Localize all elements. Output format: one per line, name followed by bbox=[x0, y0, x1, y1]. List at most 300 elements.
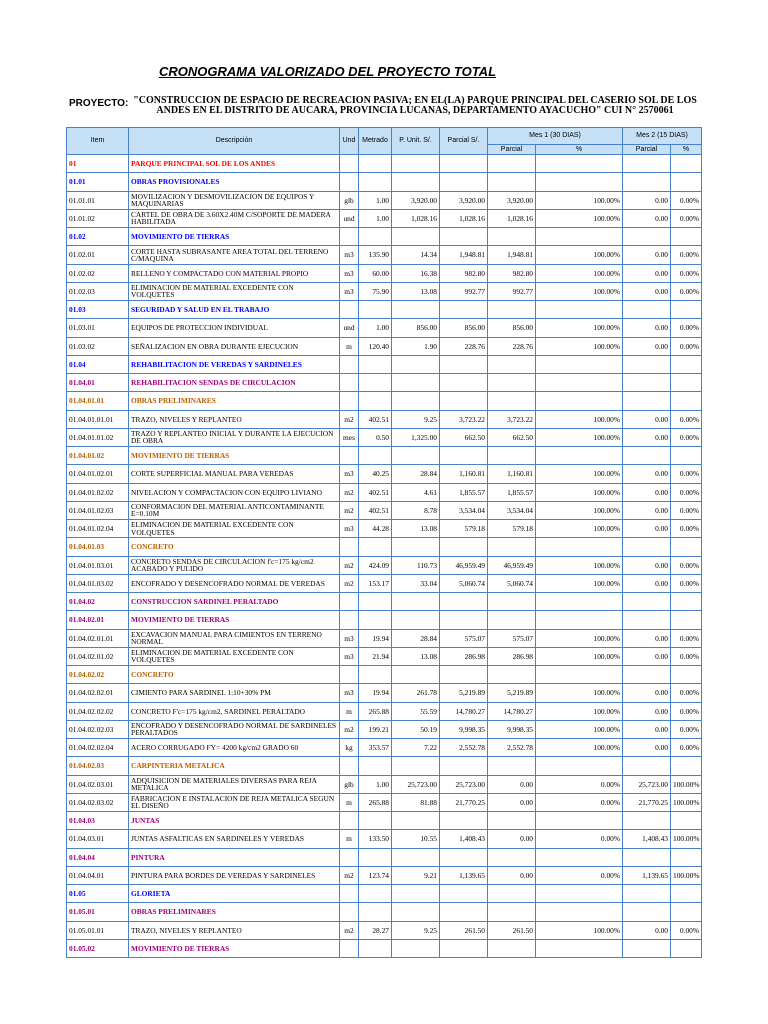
cell-month-2-parcial: 0.00 bbox=[623, 684, 671, 702]
table-row bbox=[67, 337, 702, 355]
cell-unit-price bbox=[392, 355, 440, 373]
cell-month-1-parcial: 0.00 bbox=[488, 775, 536, 793]
cell-metrado: 19.94 bbox=[359, 684, 392, 702]
cell-month-1-parcial bbox=[488, 228, 536, 246]
cell-month-2-parcial bbox=[623, 666, 671, 684]
cell-month-2-percent bbox=[671, 374, 702, 392]
cell-metrado: 353.57 bbox=[359, 739, 392, 757]
cell-month-1-parcial bbox=[488, 812, 536, 830]
table-row bbox=[67, 319, 702, 337]
cell-month-1-percent bbox=[536, 301, 623, 319]
cell-description: SEGURIDAD Y SALUD EN EL TRABAJO bbox=[129, 301, 340, 319]
cell-month-1-parcial bbox=[488, 666, 536, 684]
cell-metrado bbox=[359, 593, 392, 611]
section-row bbox=[67, 903, 702, 921]
cell-metrado: 153.17 bbox=[359, 574, 392, 592]
cell-month-1-parcial: 3,534.04 bbox=[488, 501, 536, 519]
cell-unit-price: 7.22 bbox=[392, 739, 440, 757]
cell-month-1-parcial: 0.00 bbox=[488, 830, 536, 848]
cell-month-1-percent: 100.00% bbox=[536, 246, 623, 264]
cell-item: 01.04.02.01.02 bbox=[67, 647, 129, 665]
cell-metrado: 40.25 bbox=[359, 465, 392, 483]
section-row bbox=[67, 374, 702, 392]
cell-month-1-parcial: 5,060.74 bbox=[488, 574, 536, 592]
table-row bbox=[67, 720, 702, 738]
section-row bbox=[67, 155, 702, 173]
cell-description: FABRICACION E INSTALACION DE REJA METALICA SEGUN EL DISEÑO bbox=[129, 793, 340, 811]
cell-month-1-parcial bbox=[488, 173, 536, 191]
cell-month-1-parcial: 856.00 bbox=[488, 319, 536, 337]
cell-unit-price: 9.25 bbox=[392, 410, 440, 428]
cell-item: 01.02.03 bbox=[67, 282, 129, 300]
cell-item: 01.04.01.01 bbox=[67, 392, 129, 410]
table-row bbox=[67, 501, 702, 519]
cell-unit-price: 13.08 bbox=[392, 647, 440, 665]
cell-unit: m bbox=[340, 702, 359, 720]
cell-description: TRAZO, NIVELES Y REPLANTEO bbox=[129, 921, 340, 939]
cell-metrado: 21.94 bbox=[359, 647, 392, 665]
cell-parcial: 992.77 bbox=[440, 282, 488, 300]
cell-description: CONCRETO bbox=[129, 538, 340, 556]
cell-month-2-percent bbox=[671, 447, 702, 465]
cell-unit-price: 110.73 bbox=[392, 556, 440, 574]
cell-month-1-percent: 100.00% bbox=[536, 337, 623, 355]
table-row bbox=[67, 428, 702, 446]
cell-unit: m2 bbox=[340, 483, 359, 501]
table-row bbox=[67, 483, 702, 501]
cell-month-2-parcial bbox=[623, 173, 671, 191]
cell-unit-price: 1.90 bbox=[392, 337, 440, 355]
table-row bbox=[67, 684, 702, 702]
cell-metrado: 402.51 bbox=[359, 410, 392, 428]
cell-parcial: 856.00 bbox=[440, 319, 488, 337]
cell-item: 01.04.04 bbox=[67, 848, 129, 866]
cell-month-1-percent: 100.00% bbox=[536, 720, 623, 738]
cell-metrado: 28.27 bbox=[359, 921, 392, 939]
cell-month-2-percent: 0.00% bbox=[671, 629, 702, 647]
cell-metrado bbox=[359, 355, 392, 373]
cell-metrado bbox=[359, 155, 392, 173]
table-row bbox=[67, 702, 702, 720]
cell-item: 01.04.03.01 bbox=[67, 830, 129, 848]
table-row bbox=[67, 264, 702, 282]
cell-unit bbox=[340, 538, 359, 556]
cell-month-2-parcial bbox=[623, 611, 671, 629]
cell-month-2-parcial: 0.00 bbox=[623, 246, 671, 264]
cell-unit: m bbox=[340, 337, 359, 355]
cell-month-1-percent bbox=[536, 228, 623, 246]
cell-unit: m2 bbox=[340, 720, 359, 738]
cell-unit bbox=[340, 903, 359, 921]
cell-metrado: 135.90 bbox=[359, 246, 392, 264]
cell-month-2-parcial: 0.00 bbox=[623, 739, 671, 757]
cell-description: TRAZO Y REPLANTEO INICIAL Y DURANTE LA EJECUCION DE OBRA bbox=[129, 428, 340, 446]
cell-month-2-percent: 0.00% bbox=[671, 574, 702, 592]
cell-month-1-percent: 100.00% bbox=[536, 410, 623, 428]
cell-unit: m bbox=[340, 830, 359, 848]
cell-parcial: 228.76 bbox=[440, 337, 488, 355]
cell-month-1-percent bbox=[536, 812, 623, 830]
cell-month-1-parcial: 0.00 bbox=[488, 866, 536, 884]
cell-description: TRAZO, NIVELES Y REPLANTEO bbox=[129, 410, 340, 428]
cell-month-1-parcial bbox=[488, 355, 536, 373]
table-row bbox=[67, 647, 702, 665]
cell-description: OBRAS PROVISIONALES bbox=[129, 173, 340, 191]
cell-parcial bbox=[440, 301, 488, 319]
cell-description: REHABILITACION SENDAS DE CIRCULACION bbox=[129, 374, 340, 392]
cell-month-2-percent bbox=[671, 666, 702, 684]
cell-unit-price: 14.34 bbox=[392, 246, 440, 264]
cell-month-1-percent bbox=[536, 392, 623, 410]
cell-unit-price: 13.08 bbox=[392, 282, 440, 300]
cell-month-1-percent: 100.00% bbox=[536, 702, 623, 720]
cell-month-2-percent bbox=[671, 848, 702, 866]
cell-parcial bbox=[440, 757, 488, 775]
cell-month-1-parcial: 261.50 bbox=[488, 921, 536, 939]
cell-item: 01.03.02 bbox=[67, 337, 129, 355]
cell-parcial: 3,534.04 bbox=[440, 501, 488, 519]
cell-month-1-percent: 100.00% bbox=[536, 647, 623, 665]
table-row bbox=[67, 629, 702, 647]
cell-description: EQUIPOS DE PROTECCION INDIVIDUAL bbox=[129, 319, 340, 337]
cell-month-2-percent bbox=[671, 903, 702, 921]
cell-item: 01.04.02.03.02 bbox=[67, 793, 129, 811]
cell-parcial bbox=[440, 939, 488, 957]
cell-unit: m3 bbox=[340, 282, 359, 300]
cell-unit: m bbox=[340, 793, 359, 811]
table-row bbox=[67, 921, 702, 939]
cell-item: 01.04.01.01.02 bbox=[67, 428, 129, 446]
cell-month-2-parcial bbox=[623, 374, 671, 392]
cell-month-2-percent: 0.00% bbox=[671, 337, 702, 355]
cell-metrado: 1.00 bbox=[359, 191, 392, 209]
cell-unit-price: 81.88 bbox=[392, 793, 440, 811]
col-header-metrado: Metrado bbox=[359, 128, 392, 155]
cell-description: JUNTAS ASFALTICAS EN SARDINELES Y VEREDAS bbox=[129, 830, 340, 848]
cell-description: CORTE SUPERFICIAL MANUAL PARA VEREDAS bbox=[129, 465, 340, 483]
section-row bbox=[67, 392, 702, 410]
cell-parcial: 9,998.35 bbox=[440, 720, 488, 738]
cell-unit-price: 55.59 bbox=[392, 702, 440, 720]
cell-month-1-percent: 100.00% bbox=[536, 428, 623, 446]
cell-month-2-parcial bbox=[623, 538, 671, 556]
cell-unit: m3 bbox=[340, 264, 359, 282]
cell-month-1-percent: 100.00% bbox=[536, 264, 623, 282]
cell-unit-price bbox=[392, 173, 440, 191]
cell-parcial: 1,028.16 bbox=[440, 209, 488, 227]
cell-month-2-parcial: 0.00 bbox=[623, 319, 671, 337]
cell-parcial: 2,552.78 bbox=[440, 739, 488, 757]
cell-month-1-parcial: 579.18 bbox=[488, 520, 536, 538]
cell-unit-price bbox=[392, 392, 440, 410]
cell-unit-price bbox=[392, 228, 440, 246]
cell-month-2-percent bbox=[671, 885, 702, 903]
cell-metrado: 0.50 bbox=[359, 428, 392, 446]
cell-month-1-parcial: 575.07 bbox=[488, 629, 536, 647]
section-row bbox=[67, 355, 702, 373]
cell-parcial bbox=[440, 374, 488, 392]
cell-month-2-percent bbox=[671, 939, 702, 957]
cell-parcial: 5,060.74 bbox=[440, 574, 488, 592]
cell-item: 01.04.02.02.02 bbox=[67, 702, 129, 720]
cell-unit-price bbox=[392, 666, 440, 684]
cell-month-2-percent: 0.00% bbox=[671, 921, 702, 939]
cell-item: 01.04.01.02 bbox=[67, 447, 129, 465]
cell-unit-price: 33.04 bbox=[392, 574, 440, 592]
cell-month-2-percent bbox=[671, 538, 702, 556]
cell-month-2-parcial: 0.00 bbox=[623, 465, 671, 483]
cell-month-1-parcial: 228.76 bbox=[488, 337, 536, 355]
cell-unit: m2 bbox=[340, 410, 359, 428]
section-row bbox=[67, 173, 702, 191]
cell-month-1-percent: 100.00% bbox=[536, 629, 623, 647]
cell-month-2-percent: 0.00% bbox=[671, 702, 702, 720]
cell-month-1-parcial: 3,920.00 bbox=[488, 191, 536, 209]
cell-unit bbox=[340, 611, 359, 629]
cell-item: 01.04.01.01.01 bbox=[67, 410, 129, 428]
cell-month-1-percent bbox=[536, 939, 623, 957]
cell-month-2-percent: 0.00% bbox=[671, 465, 702, 483]
cell-month-1-parcial bbox=[488, 301, 536, 319]
cell-description: OBRAS PRELIMINARES bbox=[129, 392, 340, 410]
cell-item: 01.04.02.02 bbox=[67, 666, 129, 684]
cell-month-2-parcial: 0.00 bbox=[623, 702, 671, 720]
cell-description: CONFORMACION DEL MATERIAL ANTICONTAMINANTE E=0.10M bbox=[129, 501, 340, 519]
cell-unit-price: 10.55 bbox=[392, 830, 440, 848]
cell-unit-price: 8.78 bbox=[392, 501, 440, 519]
cell-month-2-parcial bbox=[623, 228, 671, 246]
cell-item: 01.05 bbox=[67, 885, 129, 903]
cell-month-2-percent: 0.00% bbox=[671, 684, 702, 702]
cell-unit bbox=[340, 355, 359, 373]
cell-metrado: 265.88 bbox=[359, 702, 392, 720]
cell-month-1-parcial: 1,160.81 bbox=[488, 465, 536, 483]
cell-parcial bbox=[440, 155, 488, 173]
table-row bbox=[67, 556, 702, 574]
cell-item: 01.01 bbox=[67, 173, 129, 191]
cell-parcial bbox=[440, 538, 488, 556]
cell-month-2-percent bbox=[671, 593, 702, 611]
cell-month-1-parcial: 2,552.78 bbox=[488, 739, 536, 757]
cell-unit-price: 50.19 bbox=[392, 720, 440, 738]
cell-metrado: 44.28 bbox=[359, 520, 392, 538]
cell-parcial bbox=[440, 447, 488, 465]
cell-description: ENCOFRADO Y DESENCOFRADO NORMAL DE VEREDAS bbox=[129, 574, 340, 592]
cell-unit bbox=[340, 173, 359, 191]
cell-unit bbox=[340, 301, 359, 319]
cell-unit bbox=[340, 155, 359, 173]
cell-description: MOVIMIENTO DE TIERRAS bbox=[129, 447, 340, 465]
cell-metrado: 402.51 bbox=[359, 483, 392, 501]
cell-unit-price: 1,028.16 bbox=[392, 209, 440, 227]
cell-parcial: 1,855.57 bbox=[440, 483, 488, 501]
cell-month-1-parcial: 1,855.57 bbox=[488, 483, 536, 501]
cell-description: PINTURA bbox=[129, 848, 340, 866]
cell-month-1-percent: 100.00% bbox=[536, 465, 623, 483]
cell-parcial: 1,408.43 bbox=[440, 830, 488, 848]
cell-month-2-percent: 0.00% bbox=[671, 264, 702, 282]
section-row bbox=[67, 538, 702, 556]
cell-month-2-percent bbox=[671, 155, 702, 173]
cell-unit-price bbox=[392, 903, 440, 921]
cell-month-1-percent: 0.00% bbox=[536, 793, 623, 811]
cell-month-1-parcial: 992.77 bbox=[488, 282, 536, 300]
cell-unit: m2 bbox=[340, 866, 359, 884]
table-row bbox=[67, 574, 702, 592]
table-row bbox=[67, 209, 702, 227]
cell-month-2-percent: 0.00% bbox=[671, 739, 702, 757]
cell-month-2-parcial: 0.00 bbox=[623, 337, 671, 355]
cell-month-1-percent bbox=[536, 903, 623, 921]
cell-unit bbox=[340, 392, 359, 410]
cell-metrado: 199.21 bbox=[359, 720, 392, 738]
cell-month-1-percent bbox=[536, 374, 623, 392]
section-row bbox=[67, 301, 702, 319]
cell-unit-price: 261.78 bbox=[392, 684, 440, 702]
cell-metrado bbox=[359, 848, 392, 866]
cell-month-1-parcial bbox=[488, 392, 536, 410]
cell-month-1-parcial: 9,998.35 bbox=[488, 720, 536, 738]
cell-unit bbox=[340, 374, 359, 392]
cell-month-2-parcial: 21,770.25 bbox=[623, 793, 671, 811]
cell-metrado bbox=[359, 757, 392, 775]
cell-month-2-percent: 0.00% bbox=[671, 556, 702, 574]
cell-item: 01.04.02.01 bbox=[67, 611, 129, 629]
cell-month-1-parcial bbox=[488, 885, 536, 903]
cell-month-2-parcial bbox=[623, 812, 671, 830]
cell-unit-price bbox=[392, 447, 440, 465]
cell-month-2-percent: 100.00% bbox=[671, 866, 702, 884]
cell-parcial bbox=[440, 848, 488, 866]
cell-month-2-percent: 0.00% bbox=[671, 191, 702, 209]
cell-unit-price bbox=[392, 301, 440, 319]
cell-month-1-parcial bbox=[488, 593, 536, 611]
cell-month-1-percent: 100.00% bbox=[536, 574, 623, 592]
cell-metrado: 123.74 bbox=[359, 866, 392, 884]
cell-month-2-parcial: 0.00 bbox=[623, 483, 671, 501]
cell-month-1-parcial: 286.98 bbox=[488, 647, 536, 665]
cell-month-1-parcial bbox=[488, 538, 536, 556]
cell-unit: m2 bbox=[340, 501, 359, 519]
cell-description: EXCAVACION MANUAL PARA CIMIENTOS EN TERRENO NORMAL bbox=[129, 629, 340, 647]
cell-description: CIMIENTO PARA SARDINEL 1:10+30% PM bbox=[129, 684, 340, 702]
cell-unit-price: 16.38 bbox=[392, 264, 440, 282]
cell-description: CONCRETO bbox=[129, 666, 340, 684]
cell-month-2-percent: 0.00% bbox=[671, 209, 702, 227]
cell-month-2-percent bbox=[671, 355, 702, 373]
cell-unit-price bbox=[392, 757, 440, 775]
cell-month-1-percent: 0.00% bbox=[536, 830, 623, 848]
cell-metrado: 424.09 bbox=[359, 556, 392, 574]
cell-item: 01.04.01.02.02 bbox=[67, 483, 129, 501]
cell-month-1-percent bbox=[536, 848, 623, 866]
cell-month-1-percent bbox=[536, 447, 623, 465]
cell-item: 01.04.01.02.03 bbox=[67, 501, 129, 519]
cell-month-1-parcial: 1,028.16 bbox=[488, 209, 536, 227]
cell-month-2-percent bbox=[671, 757, 702, 775]
cell-parcial bbox=[440, 392, 488, 410]
cell-description: OBRAS PRELIMINARES bbox=[129, 903, 340, 921]
cell-description: RELLENO Y COMPACTADO CON MATERIAL PROPIO bbox=[129, 264, 340, 282]
cell-month-2-percent: 0.00% bbox=[671, 428, 702, 446]
cell-month-1-parcial: 0.00 bbox=[488, 793, 536, 811]
cell-month-2-parcial bbox=[623, 939, 671, 957]
table-row bbox=[67, 520, 702, 538]
table-row bbox=[67, 465, 702, 483]
cell-parcial: 1,139.65 bbox=[440, 866, 488, 884]
cell-unit: und bbox=[340, 209, 359, 227]
cell-month-2-percent: 0.00% bbox=[671, 319, 702, 337]
cell-parcial: 261.50 bbox=[440, 921, 488, 939]
cell-parcial: 579.18 bbox=[440, 520, 488, 538]
cell-unit-price bbox=[392, 611, 440, 629]
cell-description: CONCRETO F'c=175 kg/cm2, SARDINEL PERALTADO bbox=[129, 702, 340, 720]
table-row bbox=[67, 246, 702, 264]
cell-item: 01.04.02.02.01 bbox=[67, 684, 129, 702]
cell-metrado: 265.88 bbox=[359, 793, 392, 811]
cell-description: CARTEL DE OBRA DE 3.60X2.40M C/SOPORTE DE MADERA HABILITADA bbox=[129, 209, 340, 227]
cell-description: CONCRETO SENDAS DE CIRCULACION f'c=175 kg/cm2 ACABADO Y PULIDO bbox=[129, 556, 340, 574]
cell-description: ELIMINACION DE MATERIAL EXCEDENTE CON VOLQUETES bbox=[129, 647, 340, 665]
cell-item: 01.05.02 bbox=[67, 939, 129, 957]
cell-month-1-parcial bbox=[488, 903, 536, 921]
cell-item: 01.05.01 bbox=[67, 903, 129, 921]
cell-parcial bbox=[440, 885, 488, 903]
cell-item: 01.04.02.02.03 bbox=[67, 720, 129, 738]
cell-parcial bbox=[440, 611, 488, 629]
cell-item: 01.05.01.01 bbox=[67, 921, 129, 939]
col-header-month-2-parcial: Parcial bbox=[623, 145, 671, 155]
cell-parcial: 14,780.27 bbox=[440, 702, 488, 720]
cell-item: 01.04.02.02.04 bbox=[67, 739, 129, 757]
cell-metrado bbox=[359, 301, 392, 319]
cell-description: NIVELACION Y COMPACTACION CON EQUIPO LIVIANO bbox=[129, 483, 340, 501]
cell-metrado: 120.40 bbox=[359, 337, 392, 355]
cell-description: MOVIMIENTO DE TIERRAS bbox=[129, 611, 340, 629]
table-row bbox=[67, 410, 702, 428]
section-row bbox=[67, 757, 702, 775]
section-row bbox=[67, 593, 702, 611]
cell-unit-price bbox=[392, 538, 440, 556]
col-header-unit-price: P. Unit. S/. bbox=[392, 128, 440, 155]
cell-month-1-percent bbox=[536, 538, 623, 556]
project-description: "CONSTRUCCION DE ESPACIO DE RECREACION PASIVA; EN EL(LA) PARQUE PRINCIPAL DEL CASERIO SOL DE LOS ANDES EN EL DISTRITO DE AUCARA, PROVINCIA LUCANAS, DEPARTAMENTO AYACUCHO" CUI N° 2570061 bbox=[133, 95, 697, 116]
col-header-month-1-percent: % bbox=[536, 145, 623, 155]
cell-month-1-percent bbox=[536, 757, 623, 775]
section-row bbox=[67, 848, 702, 866]
cell-month-1-parcial bbox=[488, 939, 536, 957]
cell-month-1-parcial bbox=[488, 447, 536, 465]
cell-month-2-parcial bbox=[623, 392, 671, 410]
cell-month-1-parcial: 3,723.22 bbox=[488, 410, 536, 428]
cell-month-1-parcial bbox=[488, 155, 536, 173]
cell-metrado bbox=[359, 538, 392, 556]
cell-unit-price bbox=[392, 812, 440, 830]
cell-unit-price bbox=[392, 155, 440, 173]
cell-month-1-percent: 100.00% bbox=[536, 684, 623, 702]
cell-description: GLORIETA bbox=[129, 885, 340, 903]
cell-month-2-percent: 100.00% bbox=[671, 793, 702, 811]
cell-month-2-percent bbox=[671, 228, 702, 246]
cell-parcial: 662.50 bbox=[440, 428, 488, 446]
cell-unit: m2 bbox=[340, 556, 359, 574]
cell-parcial bbox=[440, 173, 488, 191]
cell-metrado bbox=[359, 812, 392, 830]
table-row bbox=[67, 282, 702, 300]
cell-item: 01.04.01 bbox=[67, 374, 129, 392]
cell-parcial: 286.98 bbox=[440, 647, 488, 665]
document-title: CRONOGRAMA VALORIZADO DEL PROYECTO TOTAL bbox=[158, 64, 497, 79]
